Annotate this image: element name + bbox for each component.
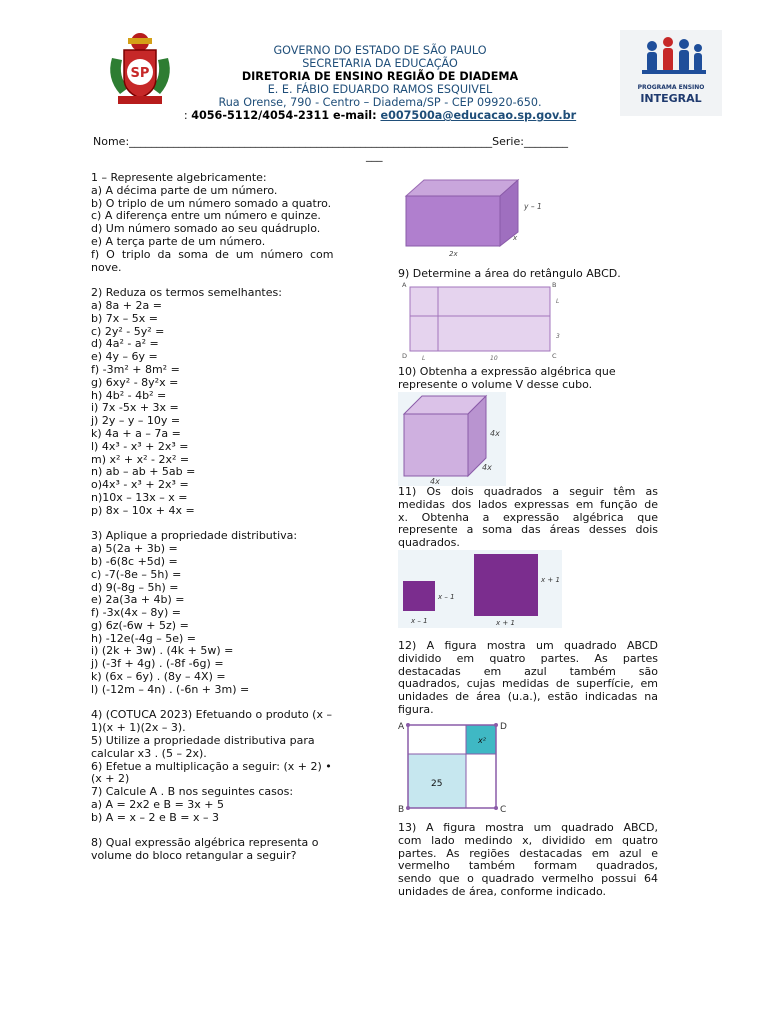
q11-line: 11) Os dois quadrados a seguir têm as xyxy=(398,485,658,498)
q6-line: (x + 2) xyxy=(91,772,130,786)
q1-f: f) O triplo da soma de um número com xyxy=(91,247,334,261)
q3-item: a) 5(2a + 3b) = xyxy=(91,542,178,556)
name-serie-field[interactable]: Nome:__________________________________________________________________Serie:________ xyxy=(93,135,568,148)
figure-cube-q10 xyxy=(398,392,506,486)
figure-squares-q11 xyxy=(398,550,562,628)
q3-item: i) (2k + 3w) . (4k + 5w) = xyxy=(91,644,234,658)
q3-item: d) 9(-8g – 5h) = xyxy=(91,580,179,594)
q13-line: sendo que o quadrado vermelho possui 64 xyxy=(398,872,658,886)
q8-line: 8) Qual expressão algébrica representa o xyxy=(91,836,319,850)
q8-line: volume do bloco retangular a seguir? xyxy=(91,849,297,863)
label-x-squared: x² xyxy=(478,736,486,745)
q12-line: figura. xyxy=(398,702,434,716)
q2-item: m) x² + x² - 2x² = xyxy=(91,452,190,466)
label-10: 10 xyxy=(490,355,498,362)
q1-title: 1 – Represente algebricamente: xyxy=(91,171,267,184)
vertex-D: D xyxy=(402,352,408,360)
q10-line: represente o volume V desse cubo. xyxy=(398,377,593,391)
q3-item: j) (-3f + 4g) . (-8f -6g) = xyxy=(91,657,224,671)
q7-line: b) A = x – 2 e B = x – 3 xyxy=(91,810,220,824)
q2-title: 2) Reduza os termos semelhantes: xyxy=(91,286,282,300)
left-column xyxy=(91,172,352,863)
q2-item: o)4x³ - x³ + 2x³ = xyxy=(91,478,189,492)
logo-text-program: PROGRAMA ENSINO xyxy=(637,84,705,91)
header-line-4: E. E. FÁBIO EDUARDO RAMOS ESQUIVEL xyxy=(267,83,493,96)
q13-line: com lado medindo x, dividido em quatro xyxy=(398,833,658,847)
q10-line: 10) Obtenha a expressão algébrica que xyxy=(398,365,616,378)
q1-d: d) Um número somado ao seu quádruplo. xyxy=(91,222,321,236)
q7-line: 7) Calcule A . B nos seguintes casos: xyxy=(91,785,294,799)
q1-a: a) A décima parte de um número. xyxy=(91,183,278,197)
q2-item: e) 4y – 6y = xyxy=(91,350,158,364)
q2-item: a) 8a + 2a = xyxy=(91,298,162,312)
questions-4-to-7 xyxy=(91,709,352,824)
contact-email-link[interactable]: e007500a@educacao.sp.gov.br xyxy=(380,109,577,122)
question-1 xyxy=(91,172,352,274)
q1-c: c) A diferença entre um número e quinze. xyxy=(91,209,321,223)
q4-line: 1)(x + 1)(2x – 3). xyxy=(91,721,186,735)
q3-item: e) 2a(3a + 4b) = xyxy=(91,593,185,607)
q12-line: quadrados, cujas medidas de superfície, em xyxy=(398,677,658,691)
label-x: x xyxy=(513,234,518,242)
q5-line: 5) Utilize a propriedade distributiva para xyxy=(91,734,315,748)
q3-item: b) -6(8c +5d) = xyxy=(91,554,178,568)
vertex-A: A xyxy=(402,281,407,289)
figure-rectangle-q9 xyxy=(398,280,568,364)
question-12 xyxy=(398,640,658,717)
label-L-right: L xyxy=(556,298,560,305)
q2-item: c) 2y² - 5y² = xyxy=(91,324,165,338)
question-11 xyxy=(398,486,658,550)
q13-line: unidades de área, conforme indicado. xyxy=(398,884,607,898)
logo-text-integral: INTEGRAL xyxy=(640,92,702,105)
label-4x-depth: 4x xyxy=(482,463,492,472)
q7-line: a) A = 2x2 e B = 3x + 5 xyxy=(91,798,225,812)
label-big-side: x + 1 xyxy=(541,576,560,584)
q2-item: k) 4a + a – 7a = xyxy=(91,426,181,440)
header-contact xyxy=(170,109,590,122)
q2-item: j) 2y – y – 10y = xyxy=(91,414,181,428)
vertex-B: B xyxy=(552,281,557,289)
header-line-3: DIRETORIA DE ENSINO REGIÃO DE DIADEMA xyxy=(241,70,519,83)
contact-prefix: : xyxy=(183,109,192,122)
vertex-A: A xyxy=(398,722,405,732)
q11-line: x. Obtenha a expressão algébrica que xyxy=(398,510,658,524)
contact-phone: 4056-5112/4054-2311 e-mail: xyxy=(191,109,381,122)
label-small-side: x – 1 xyxy=(438,593,455,601)
vertex-D: D xyxy=(500,722,507,732)
label-4x-width: 4x xyxy=(430,477,440,486)
label-small-bottom: x – 1 xyxy=(411,617,428,625)
question-3 xyxy=(91,530,352,696)
q2-item: p) 8x – 10x + 4x = xyxy=(91,503,195,517)
header-line-1: GOVERNO DO ESTADO DE SÃO PAULO xyxy=(273,44,487,57)
name-serie-field-cont: ___ xyxy=(366,149,383,162)
figure-block-q8 xyxy=(398,178,548,260)
question-8 xyxy=(91,837,352,863)
q3-item: l) (-12m – 4n) . (-6n + 3m) = xyxy=(91,682,250,696)
q3-item: k) (6x – 6y) . (8y – 4X) = xyxy=(91,670,226,684)
vertex-C: C xyxy=(500,805,507,815)
q2-item: n) ab – ab + 5ab = xyxy=(91,465,196,479)
q6-line: 6) Efetue a multiplicação a seguir: (x + 2) • xyxy=(91,759,332,773)
q3-item: g) 6z(-6w + 5z) = xyxy=(91,618,189,632)
q2-item: b) 7x – 5x = xyxy=(91,311,158,325)
crest-text: SP xyxy=(130,66,150,81)
label-y-minus-1: y – 1 xyxy=(524,202,542,211)
q3-item: c) -7(-8e – 5h) = xyxy=(91,567,182,581)
q11-line: medidas dos lados expressas em função de xyxy=(398,497,658,511)
q2-item: f) -3m² + 8m² = xyxy=(91,362,180,376)
q3-item: f) -3x(4x – 8y) = xyxy=(91,606,181,620)
label-big-bottom: x + 1 xyxy=(496,619,515,627)
q1-f-cont: nove. xyxy=(91,260,122,274)
q12-line: 12) A figura mostra um quadrado ABCD xyxy=(398,639,658,652)
figure-square-q12 xyxy=(398,716,514,816)
question-9: 9) Determine a área do retângulo ABCD. xyxy=(398,267,621,280)
q4-line: 4) (COTUCA 2023) Efetuando o produto (x – xyxy=(91,708,332,722)
label-2x: 2x xyxy=(449,250,458,258)
programa-ensino-integral-logo xyxy=(620,30,722,116)
vertex-C: C xyxy=(552,352,557,360)
label-4x-height: 4x xyxy=(490,429,500,438)
q2-item: g) 6xy² - 8y²x = xyxy=(91,375,179,389)
q3-title: 3) Aplique a propriedade distributiva: xyxy=(91,529,298,543)
q12-line: dividido em quatro partes. As partes xyxy=(398,651,658,665)
q2-item: d) 4a² - a² = xyxy=(91,337,159,351)
q12-line: unidades de área (u.a.), estão indicadas na xyxy=(398,690,658,704)
q2-item: l) 4x³ - x³ + 2x³ = xyxy=(91,439,189,453)
sp-crest-logo xyxy=(100,28,180,108)
q11-line: quadrados. xyxy=(398,536,460,550)
q3-item: h) -12e(-4g – 5e) = xyxy=(91,631,196,645)
question-13 xyxy=(398,822,658,899)
header-address: Rua Orense, 790 - Centro – Diadema/SP - CEP 09920-650. xyxy=(218,96,542,109)
label-3: 3 xyxy=(556,333,560,340)
question-10 xyxy=(398,366,658,392)
label-L-bottom: L xyxy=(422,355,426,362)
q2-item: n)10x – 13x – x = xyxy=(91,490,188,504)
people-icon xyxy=(642,37,706,74)
header-line-2: SECRETARIA DA EDUCAÇÃO xyxy=(302,57,458,70)
q12-line: destacadas em azul também são xyxy=(398,664,658,678)
q13-line: vermelho também formam quadrados, xyxy=(398,859,658,873)
q5-line: calcular x3 . (5 – 2x). xyxy=(91,746,207,760)
question-2 xyxy=(91,287,352,517)
q1-e: e) A terça parte de um número. xyxy=(91,234,266,248)
q11-line: represente a soma das áreas desses dois xyxy=(398,523,658,537)
q13-line: 13) A figura mostra um quadrado ABCD, xyxy=(398,821,658,834)
vertex-B: B xyxy=(398,805,405,815)
q13-line: partes. As regiões destacadas em azul e xyxy=(398,846,658,860)
label-25: 25 xyxy=(431,779,443,789)
q1-b: b) O triplo de um número somado a quatro. xyxy=(91,196,332,210)
q2-item: i) 7x -5x + 3x = xyxy=(91,401,179,415)
q2-item: h) 4b² - 4b² = xyxy=(91,388,167,402)
